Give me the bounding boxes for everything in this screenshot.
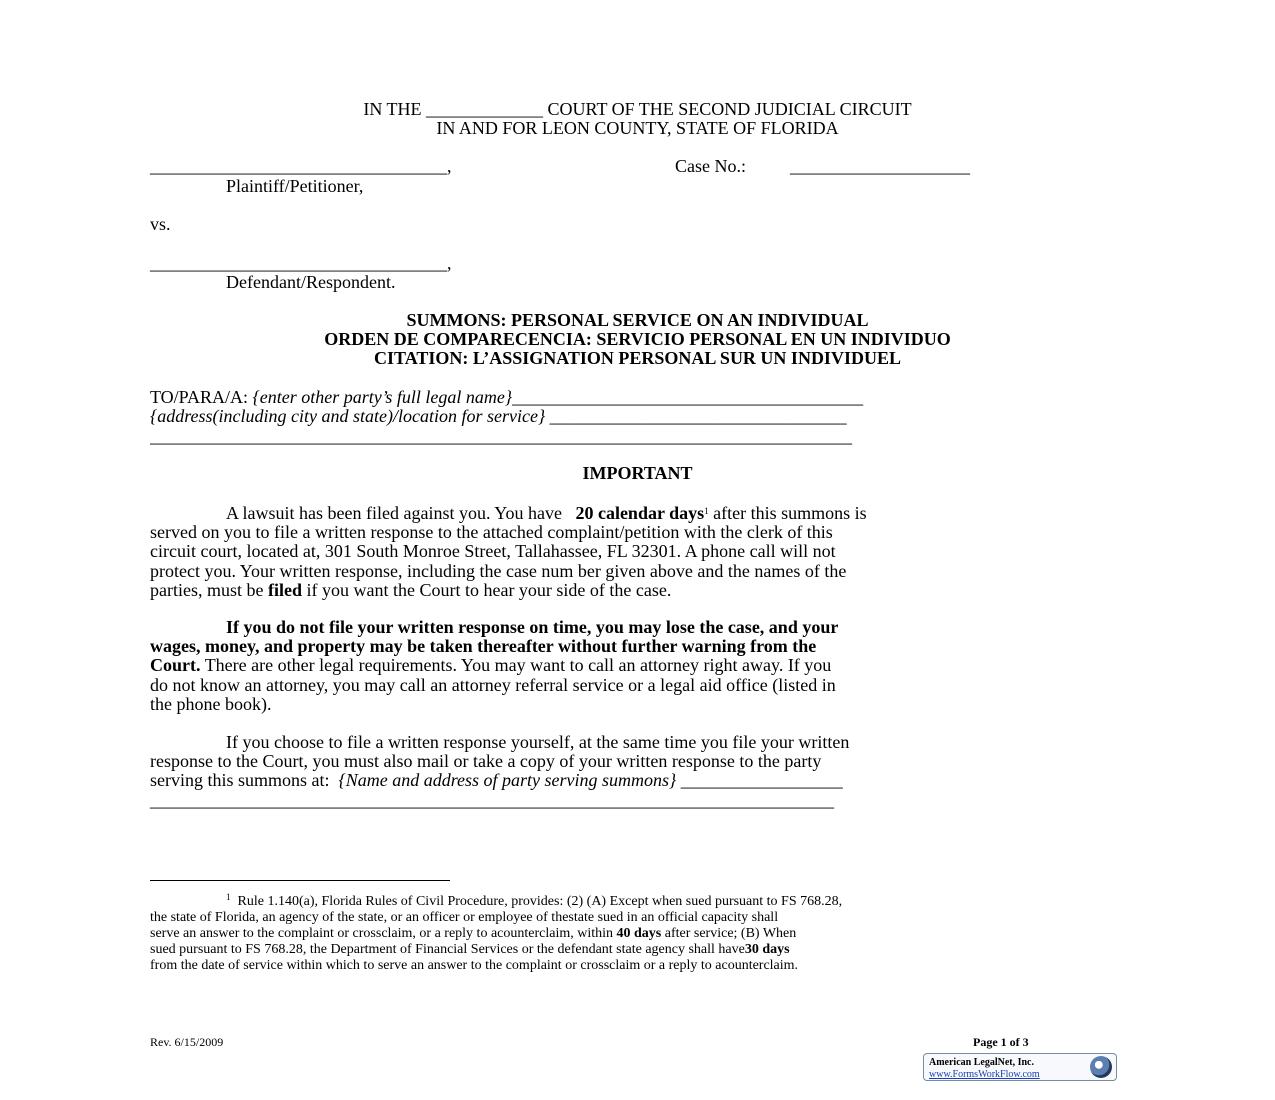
p1-line-5 [150, 581, 1110, 600]
p1-line-2: served on you to file a written response to the attached complaint/petition with the clerk of this [150, 522, 833, 543]
p3-line-2: response to the Court, you must also mail or take a copy of your written response to the party [150, 751, 822, 772]
plaintiff-label: Plaintiff/Petitioner, [226, 176, 364, 196]
p1-text-b: after this summons is [713, 503, 867, 523]
revision-date: Rev. 6/15/2009 [150, 1035, 224, 1049]
publisher-logo[interactable] [923, 1053, 1117, 1081]
case-no-label: Case No.: [675, 156, 746, 176]
to-name-hint: {enter other party’s full legal name} [252, 387, 513, 407]
paragraph-deadline [150, 502, 1110, 600]
title-spanish: ORDEN DE COMPARECENCIA: SERVICIO PERSONAL EN UN INDIVIDUO [324, 329, 951, 349]
important-heading: IMPORTANT [582, 463, 693, 483]
fn-line-1 [150, 889, 1125, 910]
plaintiff-blank: _________________________________, [150, 156, 452, 176]
defendant-label: Defendant/Respondent. [226, 272, 396, 292]
p2-bold-court: Court. [150, 655, 201, 676]
to-extra-line: ______________________________________________________________________________ [150, 427, 852, 446]
p1-line-1 [150, 502, 1110, 523]
footnote-ref: 1 [704, 506, 709, 516]
fn-text-1: Rule 1.140(a), Florida Rules of Civil Procedure, provides: (2) (A) Except when sued pursuant to FS 768.28, [237, 894, 843, 909]
fn-bold-40-days: 40 days [616, 926, 662, 941]
court-header-line-2: IN AND FOR LEON COUNTY, STATE OF FLORIDA [436, 118, 839, 138]
title-french: CITATION: L’ASSIGNATION PERSONAL SUR UN INDIVIDUEL [374, 348, 901, 368]
logo-website-link[interactable]: www.FormsWorkFlow.com [929, 1069, 1040, 1080]
fn-text-3b: after service; (B) When [664, 926, 797, 941]
footnote-separator [150, 880, 450, 881]
to-address-blank: _________________________________ [549, 406, 847, 426]
p3-blank: __________________ [680, 770, 843, 791]
p1-line-4: protect you. Your written response, including the case num ber given above and the names of the [150, 560, 847, 581]
p3-line-4: ____________________________________________________________________________ [150, 789, 834, 810]
p2-line-1: If you do not file your written response on time, you may lose the case, and your [226, 617, 839, 637]
fn-line-4 [150, 942, 1125, 958]
p2-line-5: the phone book). [150, 693, 272, 714]
fn-text-3a: serve an answer to the complaint or crossclaim, or a reply to acounterclaim, within [150, 926, 614, 941]
to-address-hint: {address(including city and state)/location for service} [150, 406, 546, 426]
paragraph-response [150, 733, 1110, 810]
page-number: Page 1 of 3 [973, 1035, 1029, 1049]
p2-line-4: do not know an attorney, you may call an attorney referral service or a legal aid office (listed in [150, 674, 836, 695]
case-no-blank: ____________________ [790, 156, 970, 176]
p3-line-3 [150, 771, 1110, 790]
p1-text-a: A lawsuit has been filed against you. You have [226, 503, 562, 523]
fn-text-4: sued pursuant to FS 768.28, the Department of Financial Services or the defendant state agency shall have [150, 942, 745, 957]
p1-bold-filed: filed [267, 579, 302, 600]
p2-text-b: There are other legal requirements. You may want to call an attorney right away. If you [204, 655, 832, 676]
fn-line-3 [150, 926, 1125, 942]
globe-seal-icon [1090, 1056, 1112, 1078]
p3-text-a: serving this summons at: [150, 770, 330, 791]
p1-text-filed-b: if you want the Court to hear your side of the case. [306, 579, 672, 600]
p2-line-3 [150, 656, 1110, 675]
fn-line-2: the state of Florida, an agency of the state, or an officer or employee of thestate sued in an official capacity shall [150, 910, 779, 925]
versus-label: vs. [150, 214, 171, 234]
p1-text-filed-a: parties, must be [150, 579, 264, 600]
to-address-line [150, 407, 847, 426]
p1-bold-days: 20 calendar days [575, 503, 705, 523]
footnote-number: 1 [226, 892, 231, 902]
logo-company-name: American LegalNet, Inc. [929, 1057, 1034, 1068]
to-name-line [150, 388, 863, 407]
fn-line-5: from the date of service within which to serve an answer to the complaint or crossclaim or a reply to acounterclaim. [150, 958, 799, 973]
p3-hint: {Name and address of party serving summons} [338, 770, 677, 791]
p3-line-1: If you choose to file a written response yourself, at the same time you file your written [226, 732, 850, 752]
footnote [150, 889, 1125, 974]
defendant-blank: _________________________________, [150, 253, 452, 273]
to-label: TO/PARA/A: [150, 387, 249, 407]
paragraph-warning [150, 618, 1110, 714]
p1-line-3: circuit court, located at, 301 South Monroe Street, Tallahassee, FL 32301. A phone call will not [150, 541, 836, 562]
court-header-line-1: IN THE _____________ COURT OF THE SECOND JUDICIAL CIRCUIT [363, 99, 912, 119]
title-english: SUMMONS: PERSONAL SERVICE ON AN INDIVIDUAL [406, 310, 869, 330]
fn-bold-30-days: 30 days [744, 942, 790, 957]
p2-line-2: wages, money, and property may be taken thereafter without further warning from the [150, 636, 817, 657]
to-name-blank: _______________________________________ [512, 387, 864, 407]
